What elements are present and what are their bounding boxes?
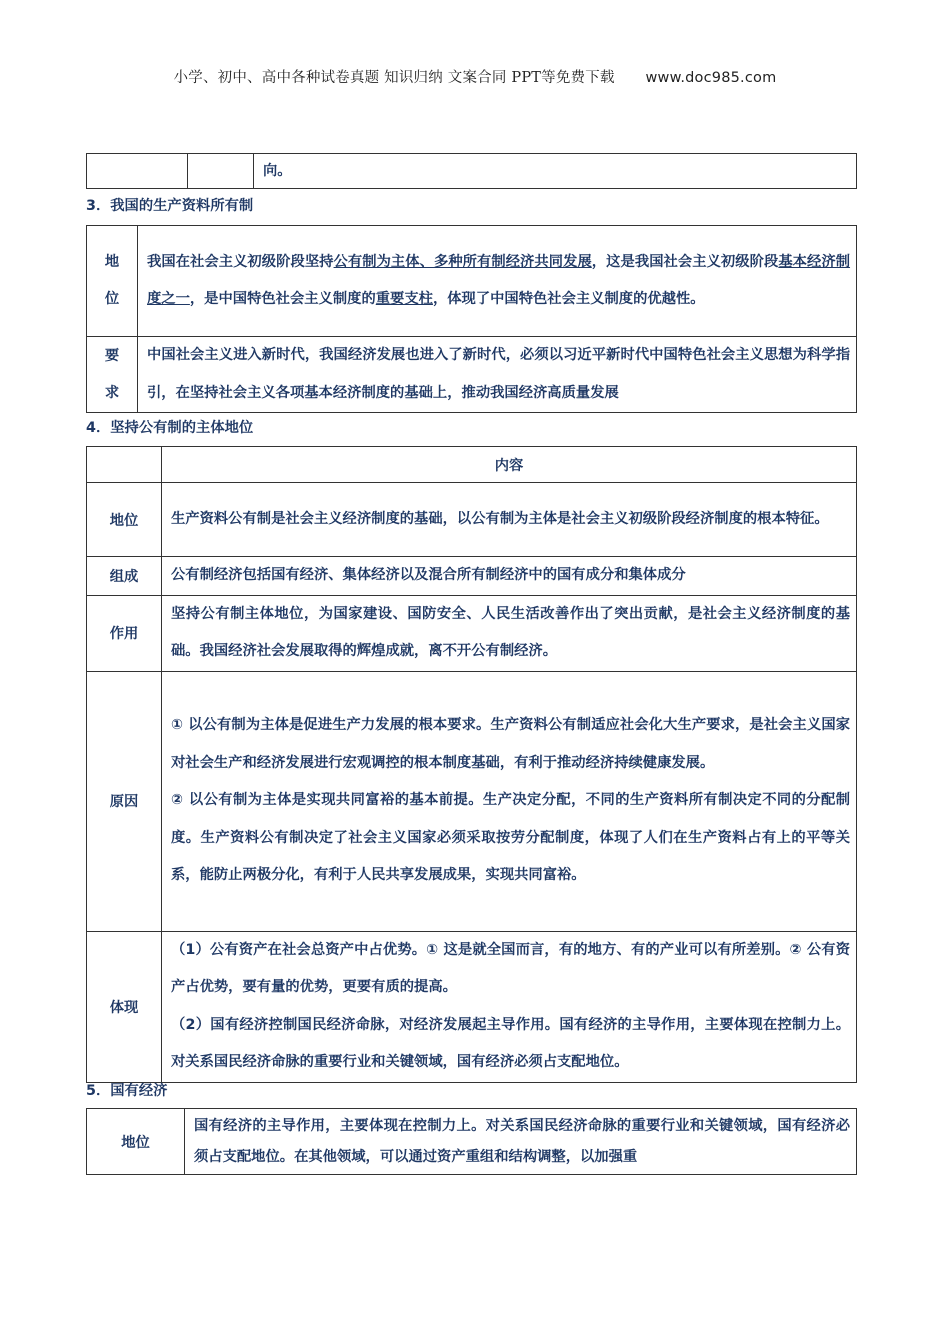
- table-row: [87, 557, 857, 596]
- header-url[interactable]: www.doc985.com: [645, 70, 777, 86]
- table-row: [87, 1109, 857, 1175]
- paragraph: 公有制经济包括国有经济、集体经济以及混合所有制经济中的国有成分和集体成分: [171, 567, 686, 583]
- continuation-cell: 向。: [254, 154, 857, 189]
- label-char: 位: [104, 291, 120, 307]
- section-4-table: [86, 446, 857, 1083]
- row-content: [162, 931, 857, 1082]
- row-content-requirement: 中国社会主义进入新时代，我国经济发展也进入了新时代，必须以习近平新时代中国特色社会主义思想为科学指引，在坚持社会主义各项基本经济制度的基础上，推动我国经济高质量发展: [138, 337, 857, 413]
- row-content: [162, 557, 857, 596]
- text-segment: 我国在社会主义初级阶段坚持: [147, 253, 334, 270]
- table-row: [87, 595, 857, 671]
- paragraph: （2）国有经济控制国民经济命脉，对经济发展起主导作用。国有经济的主导作用，主要体现在控制力上。对关系国民经济命脉的重要行业和关键领域，国有经济必须占支配地位。: [171, 1016, 850, 1070]
- table-row: [87, 671, 857, 931]
- column-header-content: 内容: [162, 447, 857, 483]
- table-row: [87, 226, 857, 337]
- page-header: [0, 66, 950, 87]
- underlined-text: 基本经济制度之一: [147, 253, 851, 307]
- header-text: 小学、初中、高中各种试卷真题 知识归纳 文案合同 PPT等免费下载: [173, 70, 615, 86]
- header-empty-cell: [87, 447, 162, 483]
- text-segment: ，体现了中国特色社会主义制度的优越性。: [432, 291, 705, 307]
- text-segment: ，是中国特色社会主义制度的: [189, 291, 376, 307]
- paragraph: （1）公有资产在社会总资产中占优势。① 这是就全国而言，有的地方、有的产业可以有所差别。② 公有资产占优势，要有量的优势，更要有质的提高。: [171, 941, 850, 995]
- row-label: 地位: [87, 1109, 185, 1175]
- paragraph: ① 以公有制为主体是促进生产力发展的根本要求。生产资料公有制适应社会化大生产要求，是社会主义国家对社会生产和经济发展进行宏观调控的根本制度基础，有利于推动经济持续健康发展。: [171, 717, 850, 771]
- text-segment: ，这是我国社会主义初级阶段: [591, 253, 779, 270]
- section-5-heading: 5．国有经济: [86, 1083, 168, 1099]
- label-char: 求: [104, 384, 120, 401]
- section-4-heading: 4．坚持公有制的主体地位: [86, 420, 254, 436]
- paragraph: ② 以公有制为主体是实现共同富裕的基本前提。生产决定分配，不同的生产资料所有制决定不同的分配制度。生产资料公有制决定了社会主义国家必须采取按劳分配制度，体现了人们在生产资料占有上的平等关系，能防止两极分化，有利于人民共享发展成果，实现共同富裕。: [171, 792, 850, 884]
- empty-cell: [188, 154, 254, 189]
- row-label: 原因: [87, 671, 162, 931]
- row-label: 体现: [87, 931, 162, 1082]
- section-3-heading: 3．我国的生产资料所有制: [86, 198, 254, 214]
- row-label: 组成: [87, 557, 162, 596]
- continuation-table: [86, 153, 857, 189]
- paragraph: 生产资料公有制是社会主义经济制度的基础，以公有制为主体是社会主义初级阶段经济制度的根本特征。: [171, 510, 829, 527]
- row-label-status: [87, 226, 138, 337]
- label-char: 要: [104, 347, 120, 364]
- table-row: [87, 337, 857, 413]
- row-content: [162, 483, 857, 557]
- row-content: 国有经济的主导作用，主要体现在控制力上。对关系国民经济命脉的重要行业和关键领域，国有经济必须占支配地位。在其他领域，可以通过资产重组和结构调整，以加强重: [185, 1109, 857, 1175]
- empty-cell: [87, 154, 188, 189]
- section-3-table: [86, 225, 857, 413]
- section-5-table: [86, 1108, 857, 1175]
- underlined-text: 公有制为主体、多种所有制经济共同发展: [333, 253, 592, 270]
- label-char: 地: [104, 254, 120, 270]
- row-label: 地位: [87, 483, 162, 557]
- row-content-status: [138, 226, 857, 337]
- table-header-row: [87, 447, 857, 483]
- underlined-text: 重要支柱: [375, 291, 433, 307]
- table-row: [87, 931, 857, 1082]
- paragraph: 坚持公有制主体地位，为国家建设、国防安全、人民生活改善作出了突出贡献，是社会主义经济制度的基础。我国经济社会发展取得的辉煌成就，离不开公有制经济。: [171, 605, 850, 659]
- row-label: 作用: [87, 595, 162, 671]
- row-content: [162, 671, 857, 931]
- table-row: [87, 483, 857, 557]
- row-label-requirement: [87, 337, 138, 413]
- row-content: [162, 595, 857, 671]
